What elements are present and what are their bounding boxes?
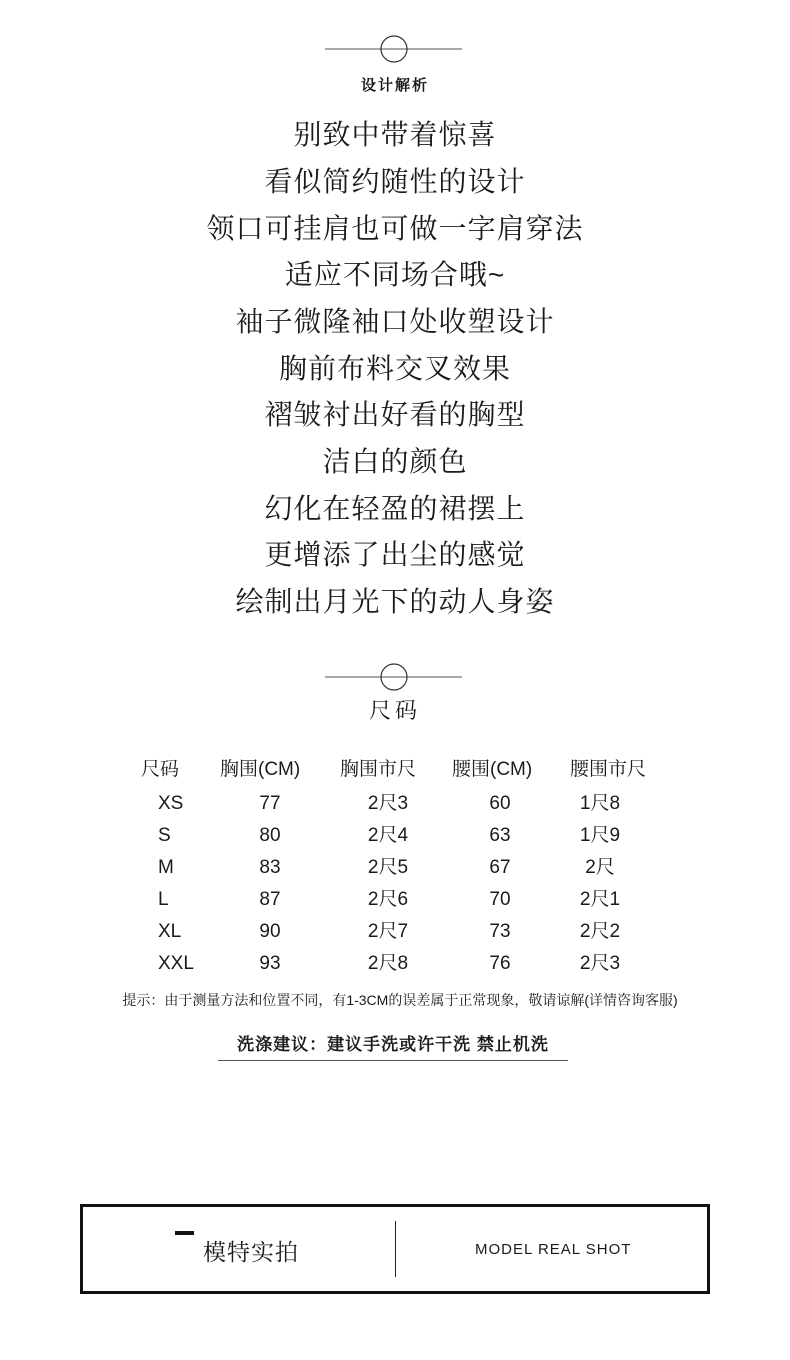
design-line: 更增添了出尘的感觉 xyxy=(264,539,526,570)
size-cell: XXL xyxy=(158,953,194,974)
divider-ornament xyxy=(0,28,790,68)
size-cell: 87 xyxy=(259,889,281,910)
size-cell: S xyxy=(158,825,171,846)
size-cell: 2尺3 xyxy=(579,953,621,974)
design-line: 别致中带着惊喜 xyxy=(293,119,497,150)
design-line: 绘制出月光下的动人身姿 xyxy=(235,586,555,617)
design-line: 看似简约随性的设计 xyxy=(264,166,526,197)
size-cell: 1尺8 xyxy=(579,793,621,814)
size-cell: 67 xyxy=(489,857,511,878)
design-analysis-title: 设计解析 xyxy=(360,77,429,94)
size-header: 腰围市尺 xyxy=(570,759,647,780)
banner-title-cn: 模特实拍 xyxy=(203,1239,299,1265)
size-cell: 90 xyxy=(259,921,281,942)
size-cell: 2尺3 xyxy=(367,793,409,814)
size-cell: 93 xyxy=(259,953,281,974)
size-cell: 73 xyxy=(489,921,511,942)
size-cell: 60 xyxy=(489,793,511,814)
size-cell: 2尺1 xyxy=(579,889,621,910)
divider-ornament xyxy=(0,656,790,696)
design-line: 袖子微隆袖口处收塑设计 xyxy=(235,306,555,337)
model-shot-banner xyxy=(80,1204,710,1294)
design-line: 领口可挂肩也可做一字肩穿法 xyxy=(206,213,584,244)
size-cell: 2尺6 xyxy=(367,889,409,910)
wash-underline xyxy=(218,1060,568,1061)
size-header: 胸围(CM) xyxy=(220,759,301,780)
size-cell: 2尺5 xyxy=(367,857,409,878)
design-line: 胸前布料交叉效果 xyxy=(278,353,511,384)
banner-divider xyxy=(395,1221,396,1277)
banner-title-en: MODEL REAL SHOT xyxy=(475,1241,632,1258)
size-cell: 2尺7 xyxy=(367,921,409,942)
size-cell: 77 xyxy=(259,793,281,814)
size-cell: 80 xyxy=(259,825,281,846)
banner-dash xyxy=(175,1231,194,1235)
size-header: 腰围(CM) xyxy=(452,759,533,780)
size-title: 尺码 xyxy=(368,698,421,723)
size-cell: 70 xyxy=(489,889,511,910)
size-cell: L xyxy=(158,889,169,910)
size-cell: 2尺8 xyxy=(367,953,409,974)
wash-advice: 洗涤建议：建议手洗或许干洗 禁止机洗 xyxy=(237,1035,549,1054)
design-line: 洁白的颜色 xyxy=(322,446,468,477)
size-cell: 2尺4 xyxy=(367,825,409,846)
size-cell: 76 xyxy=(489,953,511,974)
size-cell: 2尺2 xyxy=(579,921,621,942)
size-cell: 63 xyxy=(489,825,511,846)
size-cell: XL xyxy=(158,921,182,942)
measurement-tip: 提示：由于测量方法和位置不同，有1-3CM的误差属于正常现象，敬请谅解(详情咨询客服) xyxy=(122,992,678,1008)
design-line: 幻化在轻盈的裙摆上 xyxy=(264,493,526,524)
design-line: 适应不同场合哦~ xyxy=(284,259,506,290)
design-line: 褶皱衬出好看的胸型 xyxy=(264,399,526,430)
size-header: 尺码 xyxy=(141,759,180,780)
size-cell: 1尺9 xyxy=(579,825,621,846)
size-cell: 83 xyxy=(259,857,281,878)
size-cell: XS xyxy=(158,793,184,814)
size-cell: 2尺 xyxy=(585,857,615,878)
size-cell: M xyxy=(158,857,174,878)
size-header: 胸围市尺 xyxy=(340,759,417,780)
